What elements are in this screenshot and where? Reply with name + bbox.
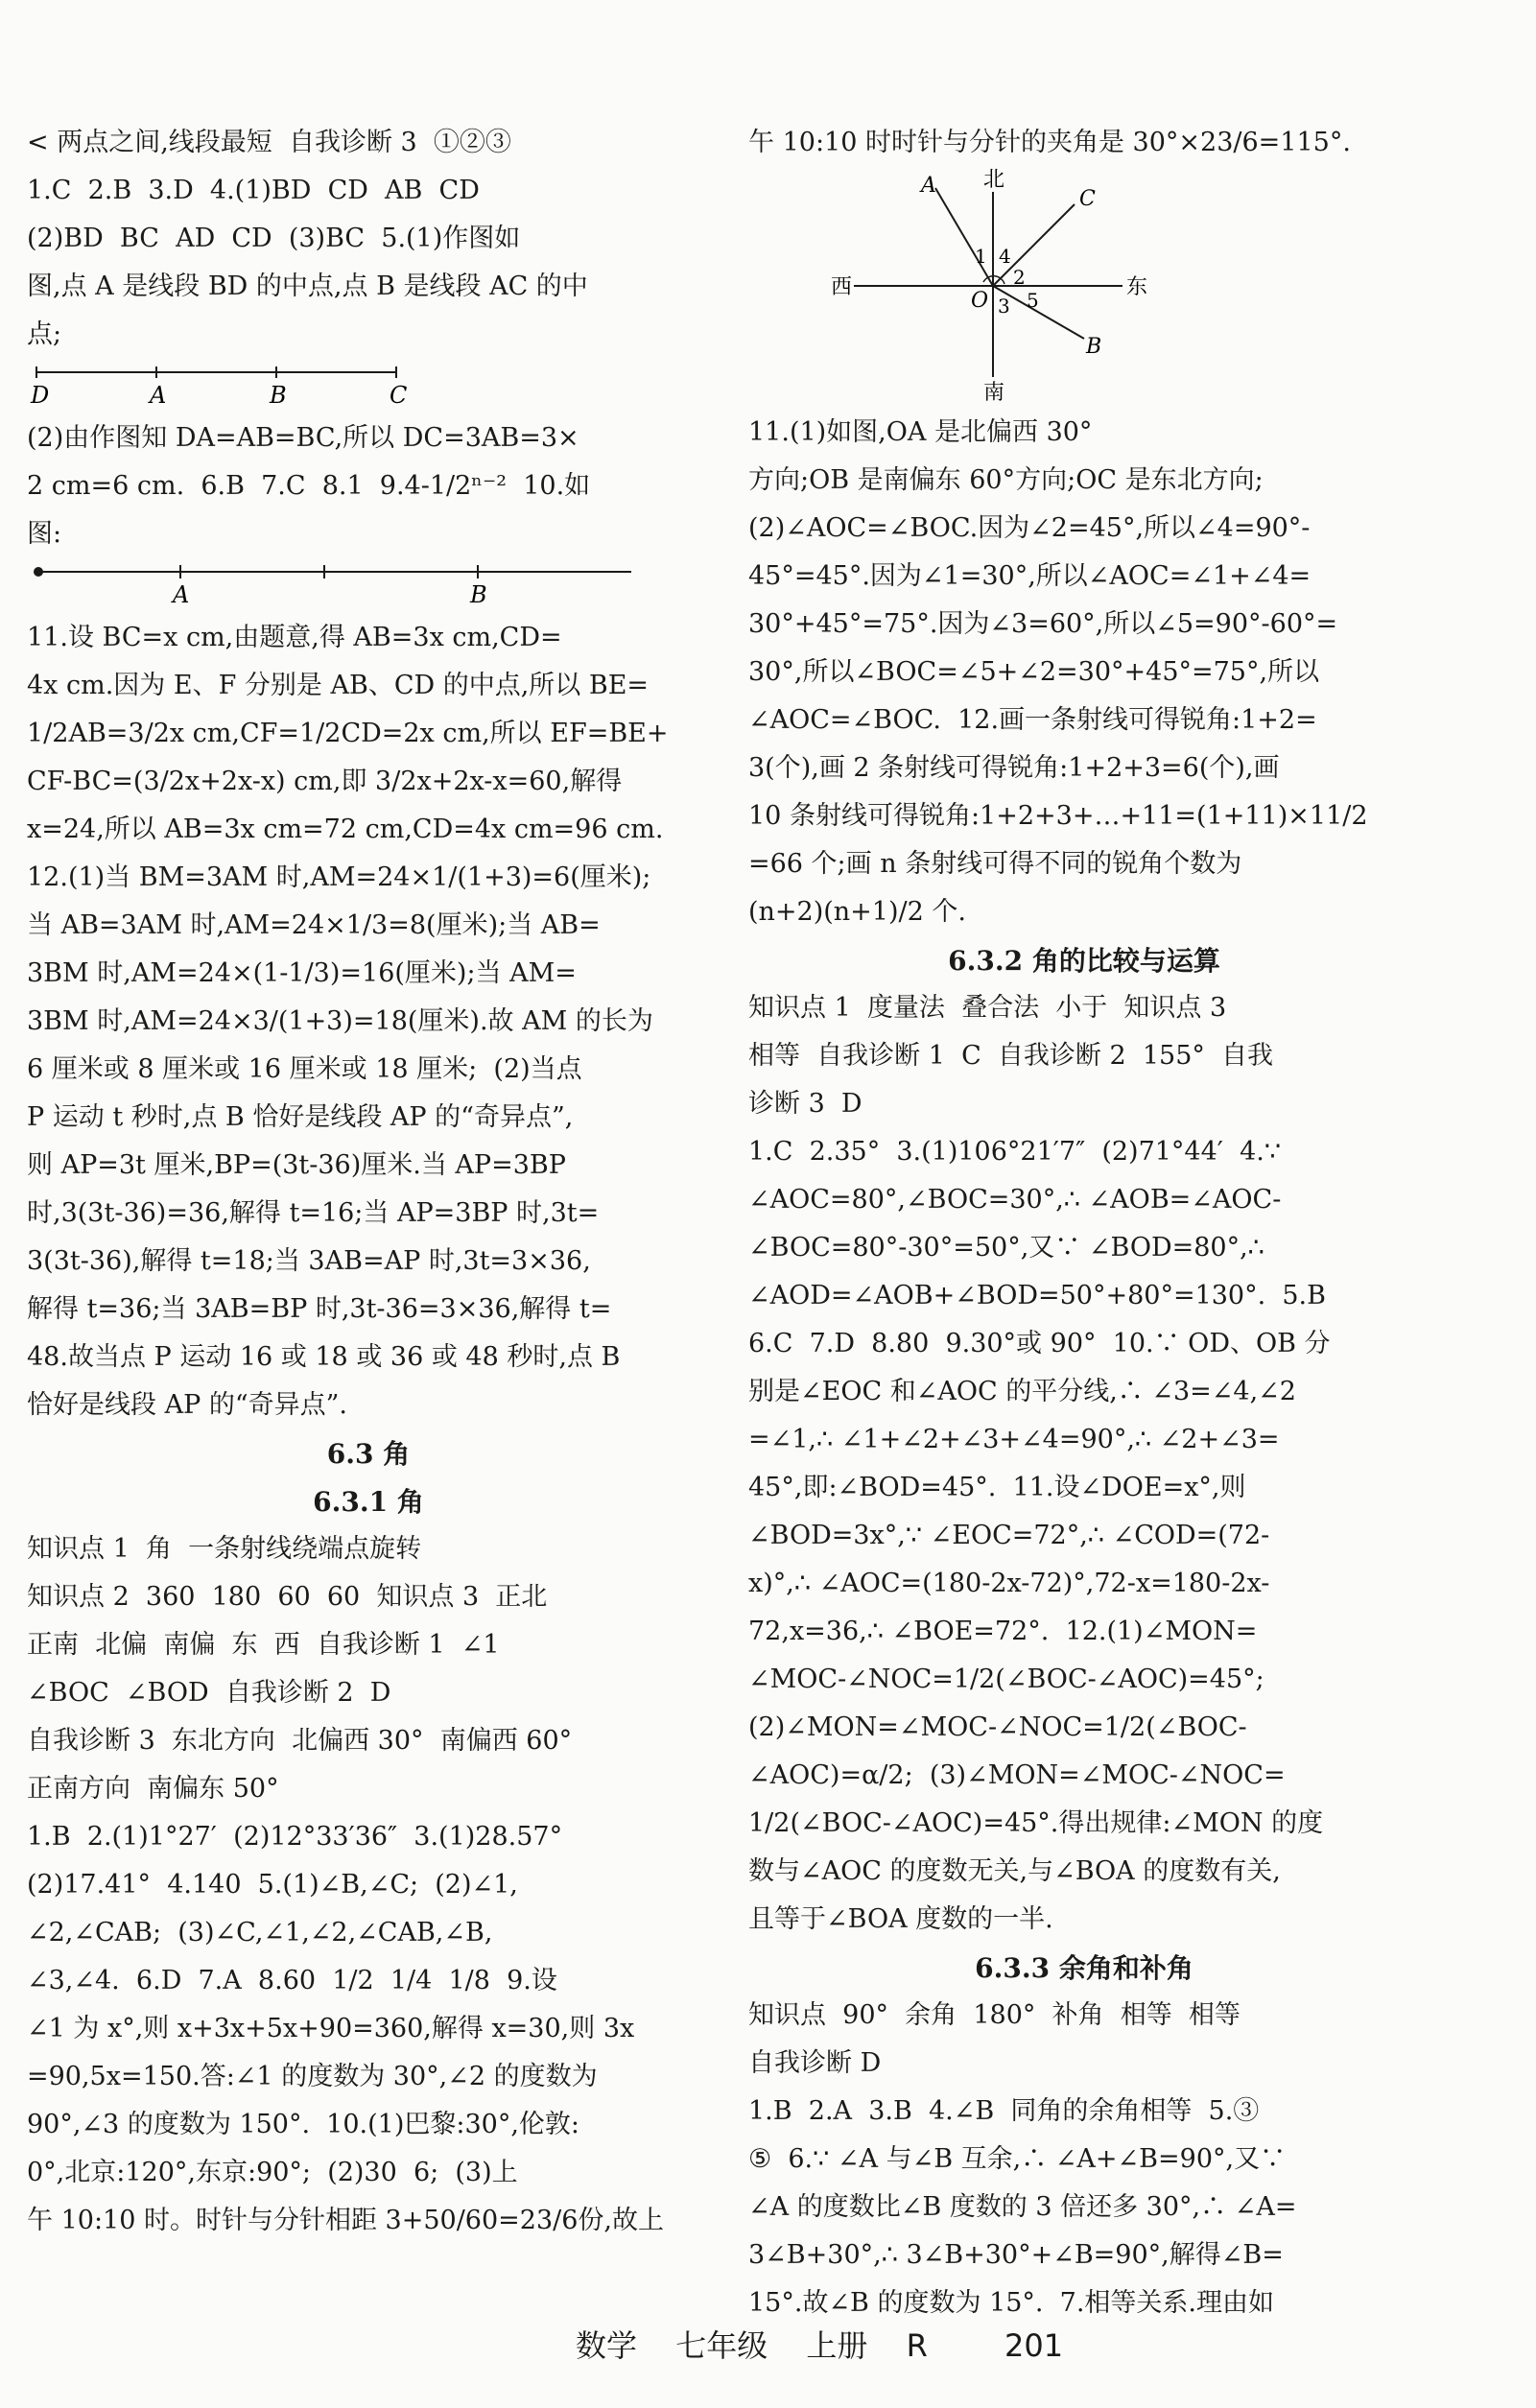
text-line: 则 AP=3t 厘米,BP=(3t-36)厘米.当 AP=3BP (27, 1150, 566, 1180)
text-line: 当 AB=3AM 时,AM=24×1/3=8(厘米);当 AB= (27, 910, 601, 940)
text-line: 30°,所以∠BOC=∠5+∠2=30°+45°=75°,所以 (748, 657, 1320, 687)
text-line: 90°,∠3 的度数为 150°. 10.(1)巴黎:30°,伦敦: (27, 2110, 580, 2139)
text-line: 1.B 2.A 3.B 4.∠B 同角的余角相等 5.③ (748, 2096, 1260, 2126)
south-label: 南 (983, 381, 1005, 405)
text-line: ∠1 为 x°,则 x+3x+5x+90=360,解得 x=30,则 3x (27, 2014, 635, 2043)
text-line: 3BM 时,AM=24×(1-1/3)=16(厘米);当 AM= (27, 958, 577, 988)
text-line: ⑤ 6.∵ ∠A 与∠B 互余,∴ ∠A+∠B=90°,又∵ (748, 2144, 1287, 2174)
text-line: 45°,即:∠BOD=45°. 11.设∠DOE=x°,则 (748, 1473, 1246, 1502)
text-line: 3BM 时,AM=24×3/(1+3)=18(厘米).故 AM 的长为 (27, 1006, 653, 1036)
text-line: =66 个;画 n 条射线可得不同的锐角个数为 (748, 849, 1242, 879)
text-line: 1.C 2.B 3.D 4.(1)BD CD AB CD (27, 176, 480, 205)
text-line: ∠BOD=3x°,∵ ∠EOC=72°,∴ ∠COD=(72- (748, 1521, 1270, 1550)
point-label: B (270, 382, 287, 409)
subsection-heading: 6.3.3 余角和补角 (975, 1952, 1193, 1984)
point-label: A (173, 581, 190, 608)
angle-label: 4 (999, 245, 1011, 268)
text-line: (2)17.41° 4.140 5.(1)∠B,∠C; (2)∠1, (27, 1870, 518, 1900)
text-line: < 两点之间,线段最短 自我诊断 3 ①②③ (27, 128, 511, 157)
footer-subject: 数学 (576, 2327, 638, 2364)
text-line: 知识点 90° 余角 180° 补角 相等 相等 (748, 2000, 1241, 2030)
text-line: 自我诊断 D (748, 2048, 882, 2078)
ray-label-b: B (1086, 335, 1102, 359)
section-heading: 6.3 角 (326, 1438, 411, 1470)
subsection-heading: 6.3.2 角的比较与运算 (948, 945, 1220, 977)
left-column (27, 123, 710, 2249)
text-line: 且等于∠BOA 度数的一半. (748, 1904, 1053, 1934)
text-line: =90,5x=150.答:∠1 的度数为 30°,∠2 的度数为 (27, 2062, 598, 2091)
text-line: 图: (27, 519, 62, 549)
text-line: 4x cm.因为 E、F 分别是 AB、CD 的中点,所以 BE= (27, 671, 650, 700)
page-footer (576, 2322, 1092, 2366)
text-line: 3(个),画 2 条射线可得锐角:1+2+3=6(个),画 (748, 753, 1280, 783)
angle-label: 2 (1013, 266, 1026, 289)
text-line: 午 10:10 时。时针与分针相距 3+50/60=23/6份,故上 (27, 2206, 665, 2235)
text-line: 0°,北京:120°,东京:90°; (2)30 6; (3)上 (27, 2158, 518, 2187)
text-line: 72,x=36,∴ ∠BOE=72°. 12.(1)∠MON= (748, 1617, 1258, 1646)
text-line: ∠AOD=∠AOB+∠BOD=50°+80°=130°. 5.B (748, 1281, 1326, 1310)
text-line: 自我诊断 3 东北方向 北偏西 30° 南偏西 60° (27, 1726, 573, 1756)
text-line: (2)BD BC AD CD (3)BC 5.(1)作图如 (27, 224, 521, 253)
text-line: ∠AOC=∠BOC. 12.画一条射线可得锐角:1+2= (748, 705, 1317, 735)
point-label: C (390, 382, 408, 409)
text-line: 45°=45°.因为∠1=30°,所以∠AOC=∠1+∠4= (748, 561, 1312, 591)
east-label: 东 (1126, 275, 1148, 299)
ray-label-a: A (921, 174, 936, 198)
text-line: (2)∠MON=∠MOC-∠NOC=1/2(∠BOC- (748, 1712, 1247, 1742)
west-label: 西 (831, 275, 853, 299)
text-line: 诊断 3 D (748, 1089, 863, 1119)
point-label: B (470, 581, 487, 608)
left-block-c (27, 618, 710, 1426)
ray-label-c: C (1079, 187, 1096, 211)
page-number: 201 (1004, 2327, 1064, 2364)
text-line: 11.(1)如图,OA 是北偏西 30° (748, 417, 1093, 447)
right-block-c (748, 988, 1420, 1940)
left-block-a (27, 123, 710, 355)
text-line: x)°,∴ ∠AOC=(180-2x-72)°,72-x=180-2x- (748, 1569, 1270, 1598)
text-line: ∠A 的度数比∠B 度数的 3 倍还多 30°,∴ ∠A= (748, 2192, 1297, 2222)
text-line: 正南方向 南偏东 50° (27, 1774, 279, 1804)
text-line: 时,3(3t-36)=36,解得 t=16;当 AP=3BP 时,3t= (27, 1198, 600, 1228)
footer-grade: 七年级 (675, 2327, 768, 2364)
text-line: 1.C 2.35° 3.(1)106°21′7″ (2)71°44′ 4.∵ (748, 1137, 1282, 1167)
text-line: 12.(1)当 BM=3AM 时,AM=24×1/(1+3)=6(厘米); (27, 862, 651, 892)
text-line: 3(3t-36),解得 t=18;当 3AB=AP 时,3t=3×36, (27, 1246, 591, 1276)
text-line: ∠2,∠CAB; (3)∠C,∠1,∠2,∠CAB,∠B, (27, 1918, 493, 1948)
text-line: 点; (27, 319, 62, 349)
text-line: 10 条射线可得锐角:1+2+3+…+11=(1+11)×11/2 (748, 801, 1368, 831)
text-line: =∠1,∴ ∠1+∠2+∠3+∠4=90°,∴ ∠2+∠3= (748, 1425, 1280, 1454)
footer-volume: 上册 (806, 2327, 868, 2364)
text-line: (n+2)(n+1)/2 个. (748, 897, 966, 927)
angle-label: 1 (975, 245, 987, 268)
origin-label: O (971, 289, 989, 313)
text-line: ∠BOC=80°-30°=50°,又∵ ∠BOD=80°,∴ (748, 1233, 1264, 1263)
point-label: D (31, 382, 50, 409)
right-block-d (748, 1995, 1420, 2324)
text-line: 解得 t=36;当 3AB=BP 时,3t-36=3×36,解得 t= (27, 1294, 612, 1324)
text-line: 2 cm=6 cm. 6.B 7.C 8.1 9.4-1/2ⁿ⁻² 10.如 (27, 471, 591, 501)
text-line: 恰好是线段 AP 的“奇异点”. (27, 1390, 348, 1420)
text-line: (2)由作图知 DA=AB=BC,所以 DC=3AB=3× (27, 423, 579, 453)
text-line: 6.C 7.D 8.80 9.30°或 90° 10.∵ OD、OB 分 (748, 1329, 1331, 1358)
text-line: CF-BC=(3/2x+2x-x) cm,即 3/2x+2x-x=60,解得 (27, 767, 623, 796)
subsection-heading: 6.3.1 角 (313, 1486, 424, 1518)
right-column (748, 123, 1420, 2331)
text-line: 相等 自我诊断 1 C 自我诊断 2 155° 自我 (748, 1041, 1274, 1071)
text-line: 午 10:10 时时针与分针的夹角是 30°×23/6=115°. (748, 128, 1351, 157)
north-label: 北 (983, 168, 1005, 192)
text-line: ∠3,∠4. 6.D 7.A 8.60 1/2 1/4 1/8 9.设 (27, 1966, 557, 1995)
text-line: P 运动 t 秒时,点 B 恰好是线段 AP 的“奇异点”, (27, 1102, 574, 1132)
text-line: 知识点 2 360 180 60 60 知识点 3 正北 (27, 1582, 548, 1612)
text-line: 1/2(∠BOC-∠AOC)=45°.得出规律:∠MON 的度 (748, 1808, 1324, 1838)
angle-label: 3 (998, 295, 1010, 318)
segment-figure-ab (27, 562, 710, 610)
right-block-b (748, 413, 1420, 933)
text-line: 1/2AB=3/2x cm,CF=1/2CD=2x cm,所以 EF=BE+ (27, 719, 669, 748)
footer-edition: R (906, 2327, 928, 2364)
text-line: 11.设 BC=x cm,由题意,得 AB=3x cm,CD= (27, 623, 562, 652)
text-line: 6 厘米或 8 厘米或 16 厘米或 18 厘米; (2)当点 (27, 1054, 582, 1084)
text-line: (2)∠AOC=∠BOC.因为∠2=45°,所以∠4=90°- (748, 513, 1311, 543)
text-line: ∠AOC=80°,∠BOC=30°,∴ ∠AOB=∠AOC- (748, 1185, 1282, 1215)
text-line: 48.故当点 P 运动 16 或 18 或 36 或 48 秒时,点 B (27, 1342, 621, 1372)
text-line: 30°+45°=75°.因为∠3=60°,所以∠5=90°-60°= (748, 609, 1338, 639)
text-line: ∠AOC)=α/2; (3)∠MON=∠MOC-∠NOC= (748, 1760, 1286, 1790)
text-line: 知识点 1 角 一条射线绕端点旋转 (27, 1534, 422, 1564)
text-line: 数与∠AOC 的度数无关,与∠BOA 的度数有关, (748, 1856, 1281, 1886)
text-line: 别是∠EOC 和∠AOC 的平分线,∴ ∠3=∠4,∠2 (748, 1377, 1296, 1406)
segment-figure-dabc (27, 363, 710, 411)
text-line: 正南 北偏 南偏 东 西 自我诊断 1 ∠1 (27, 1630, 500, 1660)
text-line: 3∠B+30°,∴ 3∠B+30°+∠B=90°,解得∠B= (748, 2240, 1284, 2270)
compass-figure (748, 168, 1420, 405)
left-block-d (27, 1529, 710, 2241)
angle-label: 5 (1027, 289, 1039, 312)
text-line: 15°.故∠B 的度数为 15°. 7.相等关系.理由如 (748, 2288, 1275, 2318)
text-line: 知识点 1 度量法 叠合法 小于 知识点 3 (748, 993, 1227, 1023)
text-line: ∠BOC ∠BOD 自我诊断 2 D (27, 1678, 391, 1708)
point-label: A (150, 382, 167, 409)
text-line: x=24,所以 AB=3x cm=72 cm,CD=4x cm=96 cm. (27, 814, 664, 844)
text-line: 1.B 2.(1)1°27′ (2)12°33′36″ 3.(1)28.57° (27, 1822, 563, 1852)
text-line: 图,点 A 是线段 BD 的中点,点 B 是线段 AC 的中 (27, 271, 588, 301)
text-line: ∠MOC-∠NOC=1/2(∠BOC-∠AOC)=45°; (748, 1664, 1264, 1694)
text-line: 方向;OB 是南偏东 60°方向;OC 是东北方向; (748, 465, 1264, 495)
left-block-b (27, 418, 710, 555)
